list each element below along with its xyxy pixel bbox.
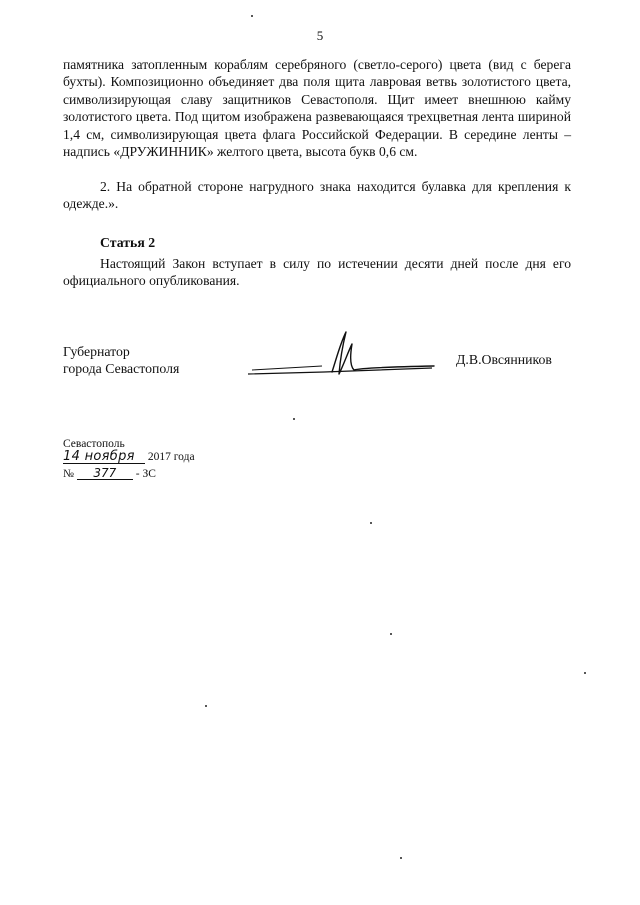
signer-title xyxy=(63,343,179,378)
date-line xyxy=(63,450,195,464)
date-handwritten: 14 ноября xyxy=(63,450,145,464)
number-line xyxy=(63,467,156,480)
number-prefix: № xyxy=(63,468,74,480)
number-handwritten: 377 xyxy=(77,467,133,480)
date-suffix: 2017 года xyxy=(147,451,195,463)
scan-speck xyxy=(251,15,253,17)
paragraph-item-2: 2. На обратной стороне нагрудного знака находится булавка для крепления к одежде.». xyxy=(63,179,571,212)
scan-speck xyxy=(293,418,295,420)
signature xyxy=(244,330,449,378)
article-title: Статья 2 xyxy=(100,235,156,250)
scan-speck xyxy=(390,633,392,635)
number-suffix: - ЗС xyxy=(135,468,156,480)
scan-speck xyxy=(400,857,402,859)
paragraph-article-2: Настоящий Закон вступает в силу по истечении десяти дней после дня его официального опубликования. xyxy=(63,256,571,289)
scan-speck xyxy=(205,705,207,707)
signer-title-line1: Губернатор xyxy=(63,344,130,359)
signer-title-line2: города Севастополя xyxy=(63,361,180,377)
signer-name: Д.В.Овсянников xyxy=(456,352,552,367)
page-number: 5 xyxy=(316,28,324,43)
place: Севастополь xyxy=(63,438,125,450)
scan-speck xyxy=(584,672,586,674)
paragraph-continuation: памятника затопленным кораблям серебряного (светло-серого) цвета (вид с берега бухты). Композиционно объединяет два поля щита лавровая ветвь золотистого цвета, символизирующая славу защитников Севастополя. Щит имеет внешнюю кайму золотистого цвета. Под щитом изображена развевающаяся трехцветная лента шириной 1,4 см, символизирующая цвета флага Российской Федерации. В середине ленты – надпись «ДРУЖИННИК» желтого цвета, высота букв 0,6 см. xyxy=(63,57,571,160)
scan-speck xyxy=(370,522,372,524)
